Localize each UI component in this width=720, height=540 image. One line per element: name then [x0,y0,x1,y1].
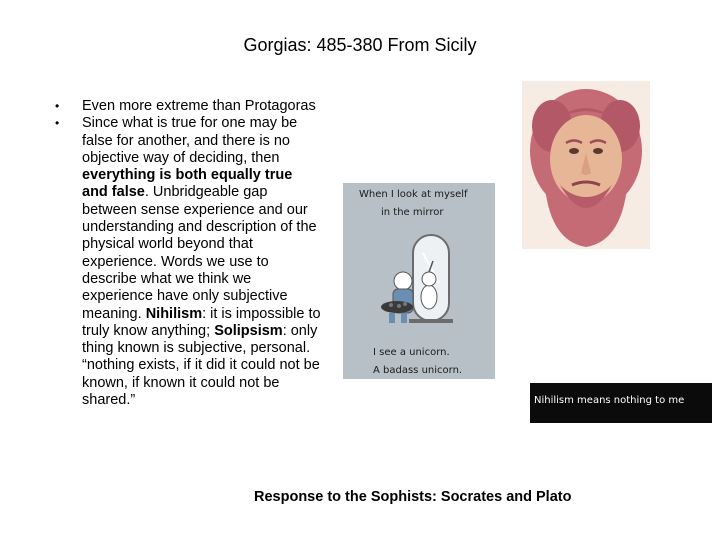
solipsism-term: Solipsism [214,322,283,339]
comic-caption-top: When I look at myself [359,189,468,200]
bullet-text-part: . Unbridgeable gap between sense experience and our understanding and description of the physical world beyond that experience. Words we use to describe what we think we experience have only subjective meaning. [82,184,317,322]
nihilism-term: Nihilism [145,305,203,322]
bullet-text: Even more extreme than Protagoras [82,98,316,114]
bullet-text-part: : it is impossible to truly know anything; [82,305,321,339]
nihilism-banner-image [530,383,712,423]
bullet-item [52,115,322,409]
socrates-portrait-drawing [522,81,650,249]
socrates-portrait-image [522,81,650,249]
banner-text: Nihilism means nothing to me [534,395,685,406]
bullet-bold-phrase: everything is both equally true and false [82,167,293,201]
bullet-item [52,98,322,115]
bullet-text-part: Since what is true for one may be false for another, and there is no objective way of deciding, then [82,115,298,166]
bullet-list [52,98,322,409]
bullet-text-part: : only thing known is subjective, personal. “nothing exists, if it did it could not be known, if known it could not be shared.” [82,322,320,409]
slide-footer: Response to the Sophists: Socrates and Plato [254,489,572,505]
comic-caption-top: in the mirror [381,207,444,218]
comic-caption-bottom: I see a unicorn. [373,347,450,358]
mirror-illustration [343,223,495,333]
unicorn-comic-image [343,183,495,379]
comic-caption-bottom: A badass unicorn. [373,365,463,376]
slide-title: Gorgias: 485-380 From Sicily [243,35,477,55]
